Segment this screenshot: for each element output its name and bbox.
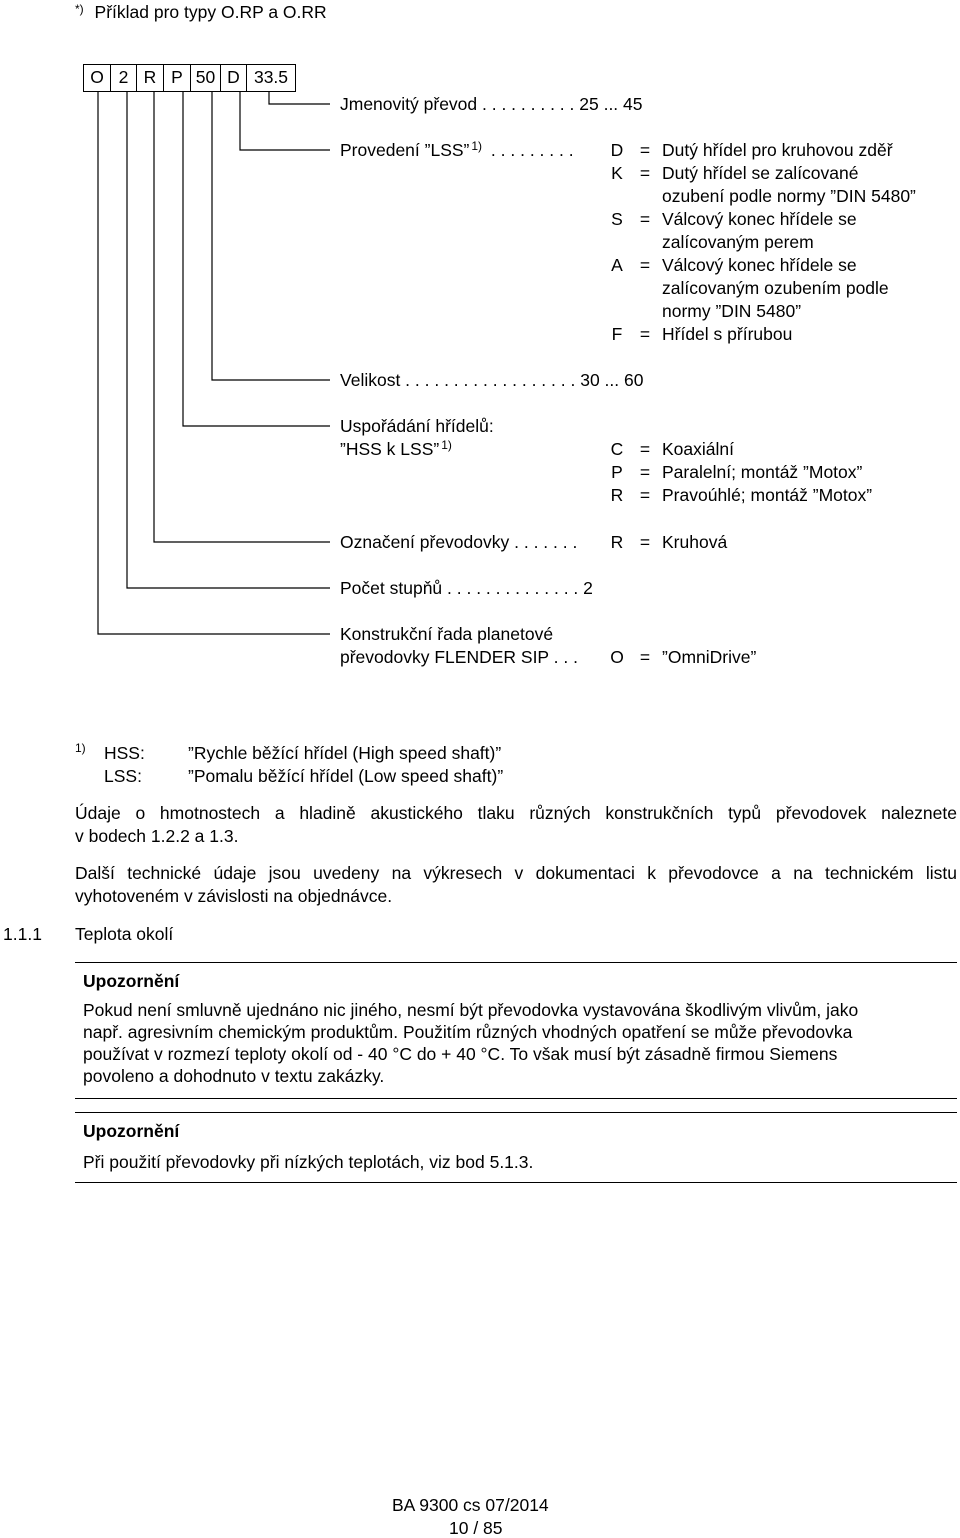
gear-label: Označení převodovky . . . . . . . (340, 532, 578, 552)
notice-1-bottom-rule (75, 1098, 957, 1099)
design-option-k-line2: ozubení podle normy ”DIN 5480” (662, 186, 916, 206)
paragraph-2-line1: Další technické údaje jsou uvedeny na výkresech v dokumentaci k převodovce a na technickém listu (75, 863, 957, 883)
notice-1-line4: povoleno a dohodnuto v textu zakázky. (83, 1066, 385, 1086)
stages-line: Počet stupňů . . . . . . . . . . . . . . 2 (340, 578, 593, 598)
ratio-line: Jmenovitý převod . . . . . . . . . . 25 ... 45 (340, 94, 643, 114)
paragraph-1-line1: Údaje o hmotnostech a hladině akustického tlaku různých konstrukčních typů převodovek naleznete (75, 803, 957, 823)
shaft-option-p: P = Paralelní; montáž ”Motox” (611, 462, 863, 482)
design-footnote-mark: 1) (471, 139, 483, 153)
code-cell-design: D (221, 65, 247, 91)
design-dots: . . . . . . . . . (490, 140, 574, 160)
design-option-a-line3: normy ”DIN 5480” (662, 301, 802, 321)
notice-1-top-rule (75, 962, 957, 963)
section-title: Teplota okolí (75, 924, 174, 944)
code-cell-ratio: 33.5 (253, 67, 289, 88)
design-option-d: D = Dutý hřídel pro kruhovou zděř (610, 140, 893, 160)
code-cell-shaft: P (164, 65, 191, 91)
notice-2-heading: Upozornění (83, 1121, 180, 1141)
leader-design (240, 92, 330, 150)
shaft-subtitle: ”HSS k LSS” $^{1)}$ (340, 438, 452, 459)
size-line: Velikost . . . . . . . . . . . . . . . . . . 30 ... 60 (340, 370, 644, 390)
code-cell-size: 50 (191, 65, 221, 91)
notice-1-heading: Upozornění (83, 971, 180, 991)
notice-2-text: Při použití převodovky při nízkých teplotách, viz bod 5.1.3. (83, 1152, 534, 1172)
notice-2-top-rule (75, 1112, 957, 1113)
design-option-s: S = Válcový konec hřídele se (611, 209, 857, 229)
series-line2: převodovky FLENDER SIP . . . (340, 647, 578, 667)
design-option-a-line2: zalícovaným ozubením podle (662, 278, 889, 298)
footnote-lss-label: LSS: (104, 766, 142, 786)
code-cell-series: O (84, 65, 111, 91)
leader-size (212, 92, 330, 380)
paragraph-2-line2: vyhotoveném v závislosti na objednávce. (75, 886, 393, 906)
section-number: 1.1.1 (3, 924, 42, 944)
footnote-lss-text: ”Pomalu běžící hřídel (Low speed shaft)” (188, 766, 504, 786)
leader-gear (154, 92, 330, 542)
shaft-option-c: C = Koaxiální (610, 439, 734, 459)
series-line1: Konstrukční řada planetové (340, 624, 554, 644)
footer-page-number: 10 / 85 (449, 1518, 503, 1538)
gear-option-r: R = Kruhová (610, 532, 728, 552)
series-option-o: O = ”OmniDrive” (610, 647, 757, 667)
design-option-s-line2: zalícovaným perem (662, 232, 814, 252)
shaft-title: Uspořádání hřídelů: (340, 416, 494, 436)
notice-1-line2: např. agresivním chemickým produktům. Použitím různých vhodných opatření se může převodovka (83, 1022, 853, 1042)
shaft-footnote-mark: 1) (441, 438, 452, 452)
notice-1-line1: Pokud není smluvně ujednáno nic jiného, nesmí být převodovka vystavována škodlivým vlivům, jako (83, 1000, 859, 1020)
design-option-f: F = Hřídel s přírubou (611, 324, 793, 344)
leader-ratio (269, 92, 330, 104)
footnote-hss-label: HSS: (104, 743, 145, 763)
design-option-k: K = Dutý hřídel se zalícované (611, 163, 859, 183)
footer-doc-id: BA 9300 cs 07/2014 (392, 1495, 549, 1515)
footnote-mark: 1) (75, 741, 86, 755)
footnote-hss-text: ”Rychle běžící hřídel (High speed shaft)” (188, 743, 502, 763)
code-cell-gear: R (137, 65, 164, 91)
paragraph-1-line2: v bodech 1.2.2 a 1.3. (75, 826, 239, 846)
notice-1-line3: používat v rozmezí teploty okolí od - 40 °C do + 40 °C. To však musí být zásadně firmou Siemens (83, 1044, 838, 1064)
code-cell-stages: 2 (111, 65, 137, 91)
asterisk-footnote-mark: *) (75, 2, 84, 16)
design-label: Provedení ”LSS” (340, 140, 470, 160)
leader-stages (127, 92, 330, 588)
leader-series (98, 92, 330, 634)
shaft-option-r: R = Pravoúhlé; montáž ”Motox” (610, 485, 873, 505)
notice-2-bottom-rule (75, 1182, 957, 1183)
design-option-a: A = Válcový konec hřídele se (611, 255, 857, 275)
example-title: Příklad pro typy O.RP a O.RR (94, 2, 327, 22)
leader-shaft (183, 92, 330, 426)
design-line (340, 139, 574, 160)
